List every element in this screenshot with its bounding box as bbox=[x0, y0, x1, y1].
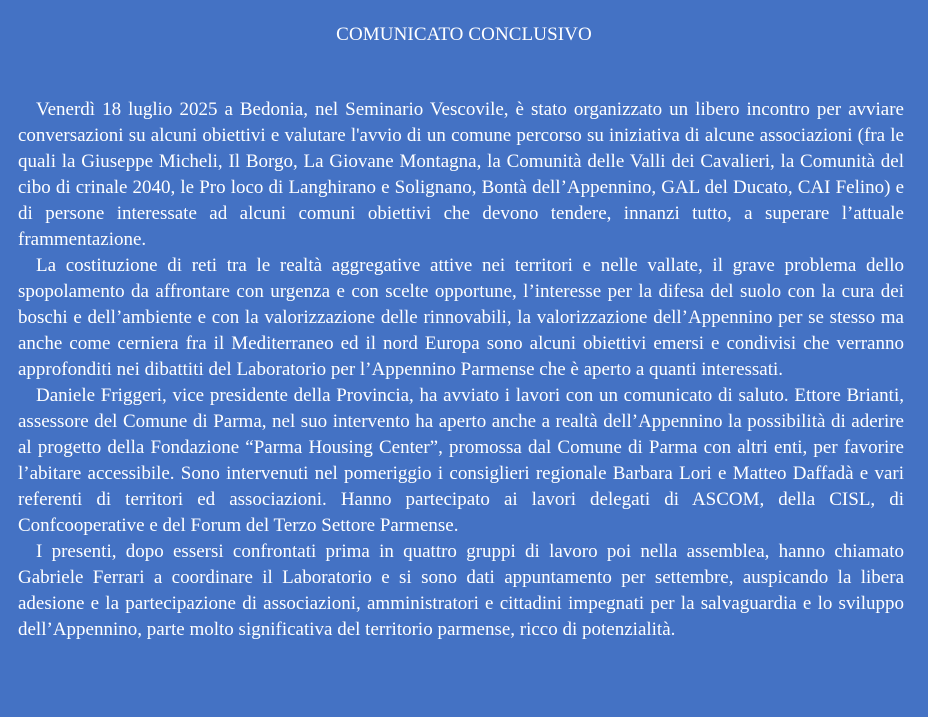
page-title: COMUNICATO CONCLUSIVO bbox=[336, 24, 592, 45]
document-body bbox=[18, 97, 904, 643]
paragraph-4: I presenti, dopo essersi confrontati prima in quattro gruppi di lavoro poi nella assemblea, hanno chiamato Gabriele Ferrari a coordinare il Laboratorio e si sono dati appuntamento per settembre, auspicando la libera adesione e la partecipazione di associazioni, amministratori e cittadini impegnati per la salvaguardia e lo sviluppo dell’Appennino, parte molto significativa del territorio parmense, ricco di potenzialità. bbox=[18, 541, 904, 640]
paragraph-2: La costituzione di reti tra le realtà aggregative attive nei territori e nelle vallate, il grave problema dello spopolamento da affrontare con urgenza e con scelte opportune, l’interesse per la difesa del suolo con la cura dei boschi e dell’ambiente e con la valorizzazione delle rinnovabili, la valorizzazione dell’Appennino per se stesso ma anche come cerniera fra il Mediterraneo ed il nord Europa sono alcuni obiettivi emersi e condivisi che verranno approfonditi nei dibattiti del Laboratorio per l’Appennino Parmense che è aperto a quanti interessati. bbox=[18, 255, 904, 380]
paragraph-1: Venerdì 18 luglio 2025 a Bedonia, nel Seminario Vescovile, è stato organizzato un libero incontro per avviare conversazioni su alcuni obiettivi e valutare l'avvio di un comune percorso su iniziativa di alcune associazioni (fra le quali la Giuseppe Micheli, Il Borgo, La Giovane Montagna, la Comunità delle Valli dei Cavalieri, la Comunità del cibo di crinale 2040, le Pro loco di Langhirano e Solignano, Bontà dell’Appennino, GAL del Ducato, CAI Felino) e di persone interessate ad alcuni comuni obiettivi che devono tendere, innanzi tutto, a superare l’attuale frammentazione. bbox=[18, 99, 904, 250]
paragraph-3: Daniele Friggeri, vice presidente della Provincia, ha avviato i lavori con un comunicato di saluto. Ettore Brianti, assessore del Comune di Parma, nel suo intervento ha aperto anche a realtà dell’Appennino la possibilità di aderire al progetto della Fondazione “Parma Housing Center”, promossa dal Comune di Parma con altri enti, per favorire l’abitare accessibile. Sono intervenuti nel pomeriggio i consiglieri regionale Barbara Lori e Matteo Daffadà e vari referenti di territori ed associazioni. Hanno partecipato ai lavori delegati di ASCOM, della CISL, di Confcooperative e del Forum del Terzo Settore Parmense. bbox=[18, 385, 904, 536]
